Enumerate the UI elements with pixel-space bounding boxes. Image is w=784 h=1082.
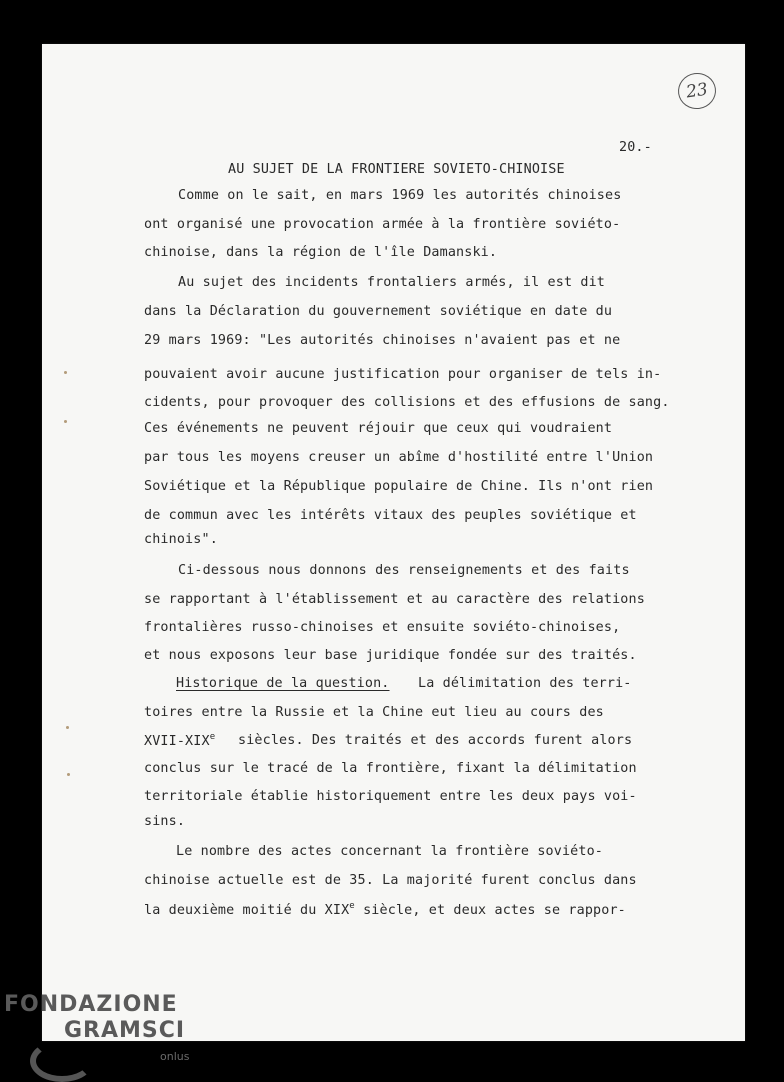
text-line: La délimitation des terri- — [418, 676, 632, 691]
section-heading: Historique de la question. — [176, 676, 390, 691]
text-line: toires entre la Russie et la Chine eut lieu au cours des — [144, 705, 604, 720]
text-line: chinoise, dans la région de l'île Damanski. — [144, 245, 498, 260]
text-line: chinoise actuelle est de 35. La majorité furent conclus dans — [144, 873, 637, 888]
text-line: cidents, pour provoquer des collisions et des effusions de sang. — [144, 395, 670, 410]
text-line: chinois". — [144, 532, 218, 547]
text-line: se rapportant à l'établissement et au caractère des relations — [144, 592, 645, 607]
watermark-logo-icon — [30, 1040, 94, 1082]
punch-mark — [67, 773, 70, 776]
document-title: AU SUJET DE LA FRONTIERE SOVIETO-CHINOISE — [228, 162, 565, 177]
text-line: XVII-XIXe — [144, 732, 216, 749]
text-line: dans la Déclaration du gouvernement soviétique en date du — [144, 304, 613, 319]
punch-mark — [64, 420, 67, 423]
text-line: conclus sur le tracé de la frontière, fixant la délimitation — [144, 761, 637, 776]
text-line: frontalières russo-chinoises et ensuite soviéto-chinoises, — [144, 620, 621, 635]
text-line: siècles. Des traités et des accords furent alors — [238, 733, 633, 748]
text-line: sins. — [144, 814, 186, 829]
text-line: ont organisé une provocation armée à la frontière soviéto- — [144, 217, 621, 232]
text-line: Ci-dessous nous donnons des renseignements et des faits — [178, 563, 630, 578]
watermark-onlus: onlus — [160, 1050, 190, 1063]
text-line: Ces événements ne peuvent réjouir que ceux qui voudraient — [144, 421, 613, 436]
punch-mark — [64, 371, 67, 374]
text-line: Soviétique et la République populaire de Chine. Ils n'ont rien — [144, 479, 654, 494]
page-number: 20.- — [619, 140, 652, 155]
archive-number-stamp: 23 — [676, 71, 719, 112]
punch-mark — [66, 726, 69, 729]
fondazione-gramsci-watermark: FONDAZIONE GRAMSCI — [4, 992, 186, 1043]
text-line: de commun avec les intérêts vitaux des peuples soviétique et — [144, 508, 637, 523]
text-line: Le nombre des actes concernant la frontière soviéto- — [176, 844, 604, 859]
text-line: pouvaient avoir aucune justification pour organiser de tels in- — [144, 367, 662, 382]
text-line: Au sujet des incidents frontaliers armés, il est dit — [178, 275, 606, 290]
text-line: la deuxième moitié du XIXe siècle, et deux actes se rappor- — [144, 901, 626, 918]
text-line: Comme on le sait, en mars 1969 les autorités chinoises — [178, 188, 622, 203]
text-line: territoriale établie historiquement entre les deux pays voi- — [144, 789, 637, 804]
text-line: et nous exposons leur base juridique fondée sur des traités. — [144, 648, 637, 663]
text-line: 29 mars 1969: "Les autorités chinoises n'avaient pas et ne — [144, 333, 621, 348]
text-line: par tous les moyens creuser un abîme d'hostilité entre l'Union — [144, 450, 654, 465]
